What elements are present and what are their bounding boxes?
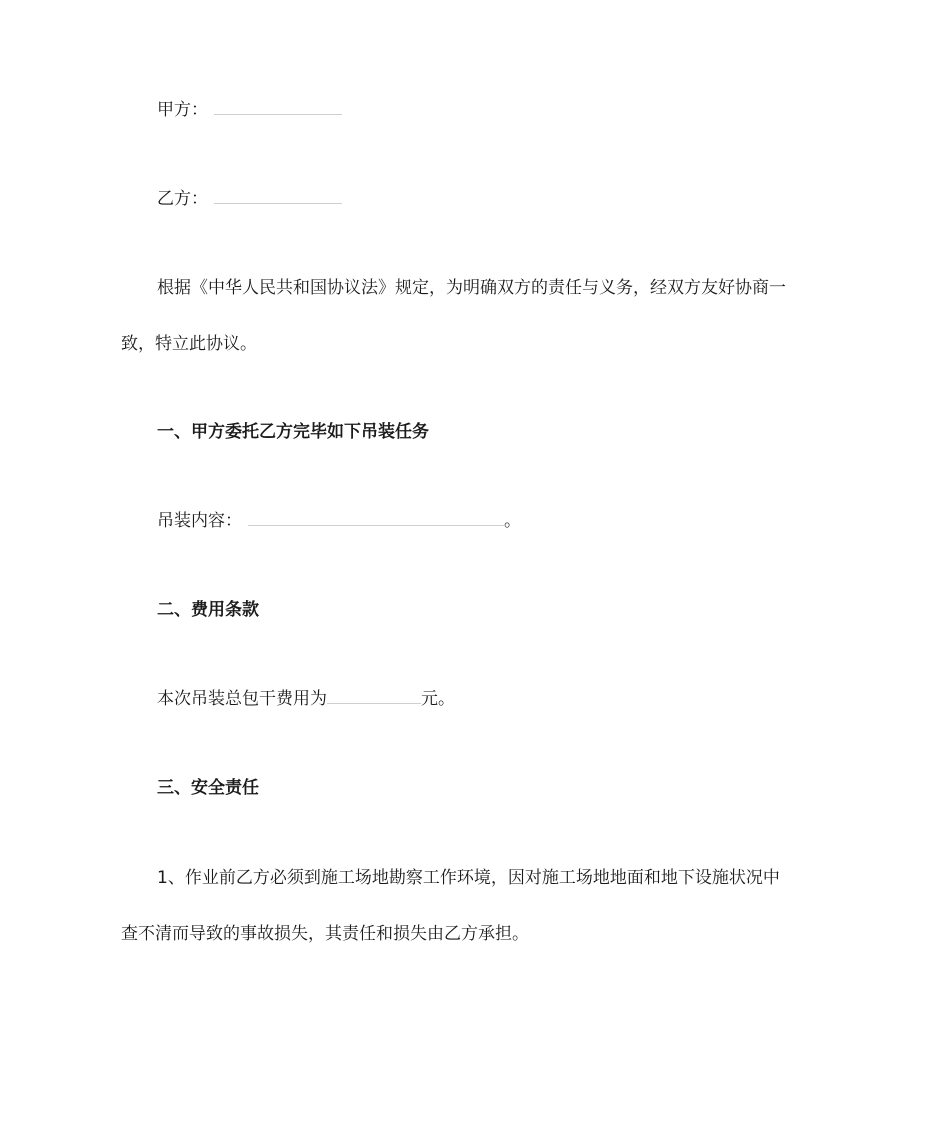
party-b-label: 乙方： <box>157 189 208 209</box>
preamble-line-2: 致，特立此协议。 <box>121 334 257 354</box>
preamble-line-1: 根据《中华人民共和国协议法》规定，为明确双方的责任与义务，经双方友好协商一 <box>157 278 786 298</box>
safety-item-1-line-1: 1、作业前乙方必须到施工场地勘察工作环境，因对施工场地地面和地下设施状况中 <box>157 868 780 888</box>
fee-suffix: 元。 <box>421 689 455 709</box>
lifting-content-line <box>157 510 521 532</box>
fee-amount-blank[interactable] <box>327 689 421 704</box>
fee-line <box>157 688 455 710</box>
party-a-blank[interactable] <box>214 100 342 115</box>
party-a-label: 甲方： <box>157 100 208 120</box>
party-b-line <box>157 188 342 210</box>
party-b-blank[interactable] <box>214 189 342 204</box>
fee-prefix: 本次吊装总包干费用为 <box>157 689 327 709</box>
section-3-heading: 三、安全责任 <box>157 778 259 798</box>
lifting-content-end: 。 <box>504 511 521 531</box>
section-1-heading: 一、甲方委托乙方完毕如下吊装任务 <box>157 422 429 442</box>
lifting-content-blank[interactable] <box>248 511 504 526</box>
lifting-content-label: 吊装内容： <box>157 511 242 531</box>
safety-item-1-line-2: 查不清而导致的事故损失，其责任和损失由乙方承担。 <box>121 924 529 944</box>
section-2-heading: 二、费用条款 <box>157 600 259 620</box>
party-a-line <box>157 99 342 121</box>
